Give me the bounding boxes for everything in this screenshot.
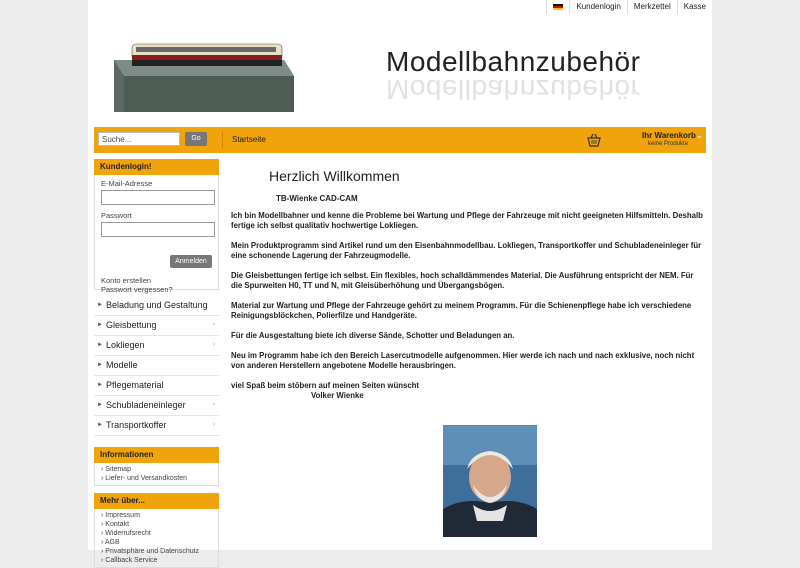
- bullet-icon: ►: [97, 322, 103, 328]
- bullet-icon: ►: [97, 342, 103, 348]
- bullet-icon: ►: [97, 382, 103, 388]
- login-box-title: Kundenlogin!: [94, 159, 219, 175]
- more-about-box: [94, 493, 219, 568]
- lasercut-paragraph: Neu im Programm habe ich den Bereich Lasercutmodelle aufgenommen. Hier werde ich nach und nach exklusive, noch nicht von anderen Herstellern angebotene Modelle herausbringen.: [231, 351, 695, 370]
- chevron-right-icon: ›: [213, 422, 215, 428]
- email-field[interactable]: [101, 190, 215, 205]
- page-title: Herzlich Willkommen: [269, 168, 400, 184]
- bullet-icon: ►: [97, 402, 103, 408]
- bullet-icon: ►: [97, 362, 103, 368]
- password-field[interactable]: [101, 222, 215, 237]
- products-paragraph: Mein Produktprogramm sind Artikel rund um den Eisenbahnmodellbau. Lokliegen, Transportkoffer und Schubladeneinleger für eine schonende Lagerung der Fahrzeugmodelle.: [231, 241, 702, 260]
- chevron-right-icon: ›: [213, 342, 215, 348]
- site-logo-text: Modellbahnzubehör: [386, 46, 641, 77]
- category-item[interactable]: ► Gleisbettung ›: [94, 316, 219, 336]
- category-item[interactable]: ► Schubladeneinleger ›: [94, 396, 219, 416]
- sidebar: [94, 159, 219, 568]
- callback-service-link[interactable]: › Callback Service: [101, 557, 158, 564]
- search-input[interactable]: Suche...: [98, 132, 180, 146]
- site-logo-reflection: Modellbahnzubehör: [386, 74, 641, 105]
- terms-link[interactable]: › AGB: [101, 539, 120, 546]
- shopping-basket-icon[interactable]: [586, 132, 602, 148]
- password-label: Passwort: [101, 211, 132, 220]
- track-bedding-paragraph: Die Gleisbettungen fertige ich selbst. Ein flexibles, hoch schalldämmendes Material. Die Ausführung entspricht der NEM. Für die Spurweiten H0, TT und N, mit Gleisüberhöhung und Übergangsbögen.: [231, 271, 694, 290]
- topbar-link-kasse[interactable]: Kasse: [677, 0, 712, 14]
- category-item[interactable]: ► Pflegematerial: [94, 376, 219, 396]
- maintenance-paragraph: Material zur Wartung und Pflege der Fahrzeuge gehört zu meinem Programm. Für die Schienenpflege habe ich verschiedene Reinigungsblöckchen, Polierfilze und Handgeräte.: [231, 301, 692, 320]
- forgot-password-link[interactable]: Passwort vergessen?: [101, 285, 173, 294]
- page: [88, 0, 712, 564]
- greeting-text: viel Spaß beim stöbern auf meinen Seiten wünscht: [231, 381, 420, 390]
- contact-link[interactable]: › Kontakt: [101, 521, 130, 528]
- login-box: [94, 159, 219, 294]
- company-subtitle: TB-Wienke CAD-CAM: [276, 194, 358, 203]
- chevron-down-icon[interactable]: ⌄: [696, 131, 703, 140]
- category-list: [94, 296, 219, 436]
- breadcrumb-home[interactable]: Startseite: [232, 135, 266, 144]
- breadcrumb-divider: [222, 132, 223, 148]
- shipping-costs-link[interactable]: › Liefer- und Versandkosten: [101, 475, 188, 482]
- top-links-bar: [546, 0, 712, 14]
- privacy-link[interactable]: › Privatsphäre und Datenschutz: [101, 548, 200, 555]
- create-account-link[interactable]: Konto erstellen: [101, 276, 152, 285]
- bullet-icon: ►: [97, 302, 103, 308]
- information-box: [94, 447, 219, 486]
- search-go-button[interactable]: Go: [185, 132, 207, 146]
- language-selector[interactable]: [546, 0, 569, 14]
- category-item[interactable]: ► Modelle: [94, 356, 219, 376]
- sitemap-link[interactable]: › Sitemap: [101, 466, 131, 473]
- german-flag-icon[interactable]: [553, 4, 563, 10]
- chevron-right-icon: ›: [213, 402, 215, 408]
- imprint-link[interactable]: › Impressum: [101, 512, 140, 519]
- owner-portrait-photo: [443, 425, 537, 537]
- search-navigation-bar: [94, 127, 706, 153]
- chevron-right-icon: ›: [213, 322, 215, 328]
- more-about-box-title: Mehr über...: [94, 493, 219, 509]
- category-item[interactable]: ► Beladung und Gestaltung: [94, 296, 219, 316]
- login-button[interactable]: Anmelden: [170, 255, 212, 268]
- bullet-icon: ►: [97, 422, 103, 428]
- category-item[interactable]: ► Lokliegen ›: [94, 336, 219, 356]
- email-label: E-Mail-Adresse: [101, 179, 153, 188]
- withdrawal-link[interactable]: › Widerrufsrecht: [101, 530, 151, 537]
- cart-title[interactable]: Ihr Warenkorb: [642, 131, 696, 140]
- cart-status: keine Produkte: [648, 141, 689, 147]
- decoration-paragraph: Für die Ausgestaltung biete ich diverse Sände, Schotter und Beladungen an.: [231, 331, 515, 340]
- intro-paragraph: Ich bin Modellbahner und kenne die Probleme bei Wartung und Pflege der Fahrzeuge mit nicht geeigneten Hilfsmitteln. Deshalb fertige ich selbst qualitativ hochwertige Lokliegen.: [231, 211, 703, 230]
- category-item[interactable]: ► Transportkoffer ›: [94, 416, 219, 436]
- topbar-link-kundenlogin[interactable]: Kundenlogin: [569, 0, 626, 14]
- header-train-image: [106, 30, 296, 122]
- signature: Volker Wienke: [311, 391, 364, 400]
- topbar-link-merkzettel[interactable]: Merkzettel: [627, 0, 677, 14]
- information-box-title: Informationen: [94, 447, 219, 463]
